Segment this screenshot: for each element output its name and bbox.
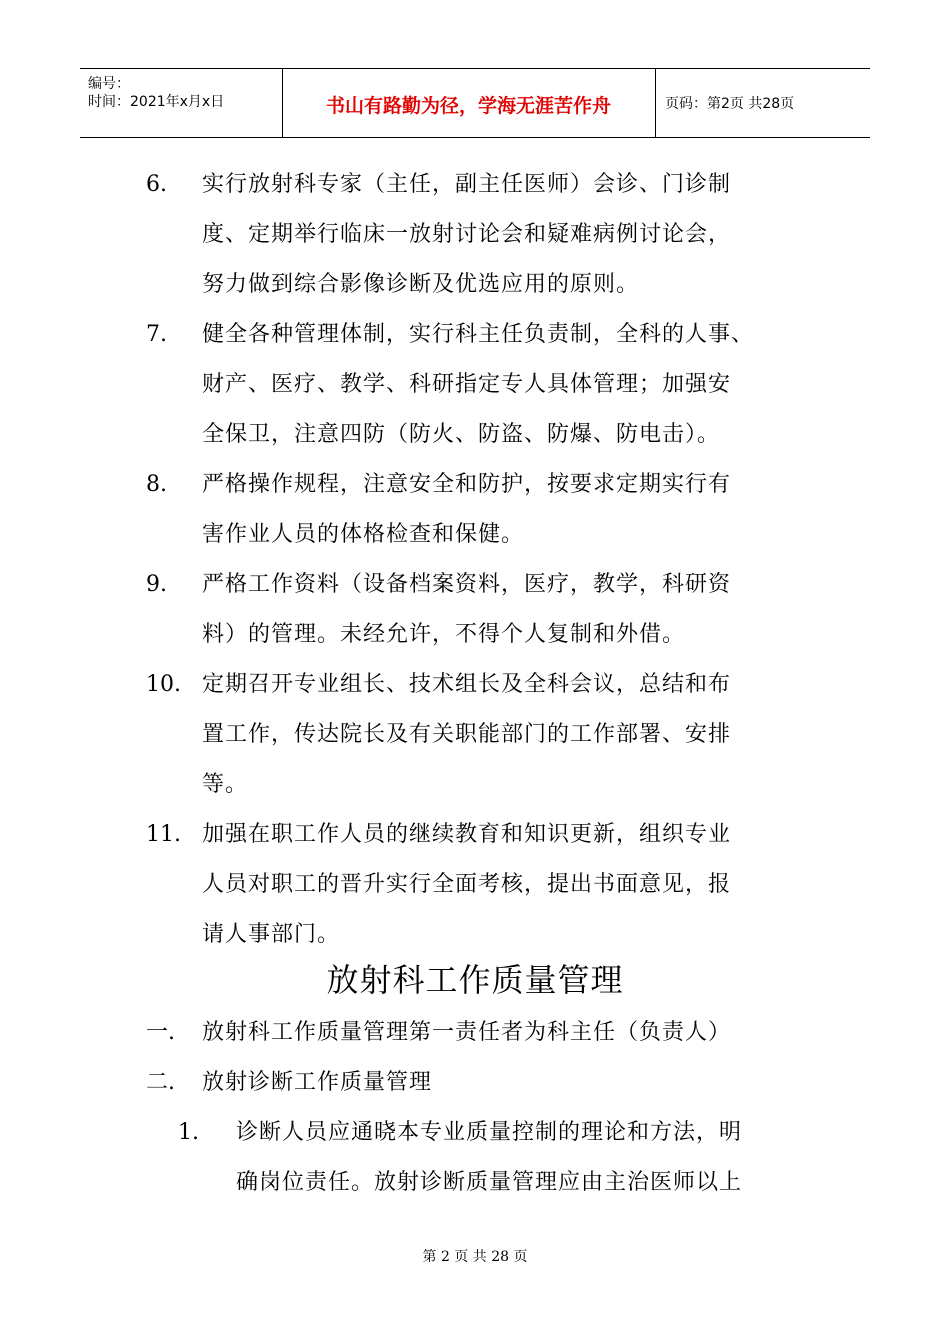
list-item-line: 健全各种管理体制，实行科主任负责制，全科的人事、 (202, 322, 755, 347)
section-title: 放射科工作质量管理 (326, 961, 624, 999)
list-item-line: 财产、医疗、教学、科研指定专人具体管理；加强安 (202, 372, 732, 397)
list-item-number: 11. (146, 822, 181, 847)
list-item-line: 害作业人员的体格检查和保健。 (202, 522, 525, 547)
list-item-line: 实行放射科专家（主任，副主任医师）会诊、门诊制 (202, 172, 732, 197)
list-item-line: 努力做到综合影像诊断及优选应用的原则。 (202, 272, 640, 297)
sub-item-line: 确岗位责任。放射诊断质量管理应由主治医师以上 (236, 1170, 743, 1195)
list-item-number: 9. (146, 572, 167, 597)
header-motto: 书山有路勤为径，学海无涯苦作舟 (325, 95, 611, 117)
list-item-line: 严格工作资料（设备档案资料，医疗，教学，科研资 (202, 572, 732, 597)
list-item-line: 料）的管理。未经允许，不得个人复制和外借。 (202, 622, 686, 647)
list-item-number: 10. (146, 672, 181, 697)
list-item-line: 人员对职工的晋升实行全面考核，提出书面意见，报 (202, 872, 732, 897)
list-item-line: 请人事部门。 (202, 922, 341, 947)
list-item-number: 6. (146, 172, 167, 197)
section-item-text: 放射科工作质量管理第一责任者为科主任（负责人） (202, 1020, 732, 1045)
sub-item-line: 诊断人员应通晓本专业质量控制的理论和方法，明 (236, 1120, 743, 1145)
section-item-number: 二. (146, 1070, 175, 1095)
list-item-line: 加强在职工作人员的继续教育和知识更新，组织专业 (202, 822, 732, 847)
section-item-text: 放射诊断工作质量管理 (202, 1070, 433, 1095)
section-item-number: 一. (146, 1020, 175, 1045)
list-item-line: 全保卫，注意四防（防火、防盗、防爆、防电击）。 (202, 422, 721, 447)
list-item-number: 7. (146, 322, 167, 347)
list-item-line: 度、定期举行临床一放射讨论会和疑难病例讨论会， (202, 222, 732, 247)
list-item-line: 严格操作规程，注意安全和防护，按要求定期实行有 (202, 472, 732, 497)
doc-code-label: 编号： (88, 76, 130, 92)
page-footer: 第 2 页 共 28 页 (422, 1249, 528, 1265)
list-item-number: 8. (146, 472, 167, 497)
sub-item-number: 1. (178, 1120, 199, 1145)
doc-date-label: 时间：2021年x月x日 (88, 94, 225, 110)
list-item-line: 等。 (202, 772, 249, 797)
list-item-line: 定期召开专业组长、技术组长及全科会议，总结和布 (202, 672, 732, 697)
header-meta-cell (80, 69, 283, 137)
header-motto-cell (282, 69, 656, 137)
page-header (80, 68, 870, 138)
header-page-cell (655, 69, 870, 137)
list-item-line: 置工作，传达院长及有关职能部门的工作部署、安排 (202, 722, 732, 747)
header-page-info: 页码：第2页 共28页 (665, 96, 795, 112)
